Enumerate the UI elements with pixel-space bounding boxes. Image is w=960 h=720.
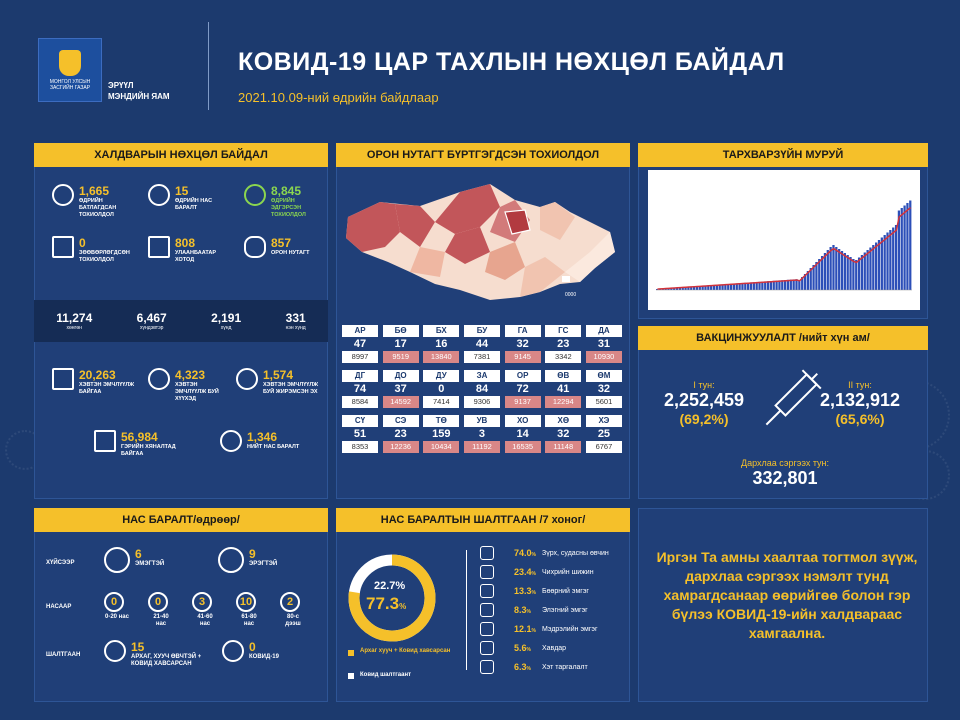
region-total: 12236 (383, 441, 419, 453)
legend-chronic-text: Архаг хууч + Ковид хавсарсан (360, 648, 451, 654)
person-icon (148, 184, 170, 206)
trend-bar (875, 243, 877, 291)
trend-bar (909, 201, 911, 291)
cause-unit: % (531, 571, 536, 577)
region-daily: 44 (475, 338, 489, 350)
trend-bar (849, 257, 851, 290)
airplane-icon (52, 236, 74, 258)
lungs-icon (52, 184, 74, 206)
severity-value: 331 (285, 311, 306, 325)
male-value: 9 (249, 547, 256, 561)
person-icon (220, 430, 242, 452)
region-total: 9145 (505, 351, 541, 363)
trend-bar (892, 228, 894, 291)
vaccine-dose2 (810, 380, 910, 427)
region-daily: 47 (353, 338, 367, 350)
cause-label: Мэдрэлийн эмгэг (542, 625, 598, 633)
city-icon (148, 236, 170, 258)
stat-recovered (244, 184, 315, 219)
dose1-percent: (69,2%) (679, 411, 729, 427)
age-range: 41-60 нас (197, 614, 213, 627)
chronic-value: 15 (131, 640, 145, 654)
deaths-panel-title: НАС БАРАЛТ/өдрөөр/ (34, 508, 328, 532)
cause-item (480, 660, 588, 674)
region-code: ДУ (423, 370, 459, 382)
region-total: 3342 (545, 351, 581, 363)
cause-unit: % (526, 609, 531, 615)
children-label: ХЭВТЭН ЭМЧЛҮҮЛЖ БУЙ ХҮҮХЭД (175, 382, 219, 402)
trend-bar (818, 259, 820, 290)
region-row-total (342, 441, 622, 453)
legend-covid-text: Ковид шалтгаант (360, 672, 412, 678)
donut-small-value (374, 580, 405, 592)
home-label: ГЭРИЙН ХЯНАЛТАД БАЙГАА (121, 444, 176, 457)
region-code: ГС (545, 325, 581, 337)
severity-value: 6,467 (136, 311, 167, 325)
region-table (342, 325, 622, 460)
header-divider (208, 22, 209, 110)
region-total: 5601 (586, 396, 622, 408)
trend-bar (903, 206, 905, 291)
trend-bar (827, 250, 829, 290)
cause-label: Хавдар (542, 644, 567, 652)
donut-legend-covid (348, 672, 411, 679)
severity-critical (286, 311, 306, 331)
region-daily: 32 (557, 428, 570, 440)
region-code: ГА (505, 325, 541, 337)
imported-label: ЗӨӨВӨРЛӨГДСӨН ТОХИОЛДОЛ (79, 250, 130, 263)
ulaanbaatar-value: 808 (175, 236, 196, 250)
trend-bar (821, 256, 823, 290)
region-code: БХ (423, 325, 459, 337)
cause-unit: % (531, 590, 536, 596)
region-row-daily (342, 337, 622, 351)
region-total: 9519 (383, 351, 419, 363)
page-title: КОВИД-19 ЦАР ТАХЛЫН НӨХЦӨЛ БАЙДАЛ (238, 48, 785, 76)
region-code: ДА (586, 325, 622, 337)
baby-icon (148, 368, 170, 390)
region-code: ДО (383, 370, 419, 382)
trend-bar (901, 208, 903, 290)
causes-panel-title: НАС БАРАЛТЫН ШАЛТГААН /7 хоног/ (336, 508, 630, 532)
cause-label: Чихрийн шижин (542, 568, 594, 576)
region-daily: 0 (438, 383, 445, 395)
pregnant-value: 1,574 (263, 368, 294, 382)
region-code: ТӨ (423, 415, 459, 427)
trend-bar (886, 233, 888, 291)
region-code: ХӨ (545, 415, 581, 427)
age-value: 3 (192, 592, 212, 612)
stat-total-deaths (220, 430, 303, 452)
map-panel-title: ОРОН НУТАГТ БҮРТГЭГДСЭН ТОХИОЛДОЛ (336, 143, 630, 167)
age-group (104, 592, 130, 628)
trend-bar (872, 245, 874, 290)
house-icon (94, 430, 116, 452)
donut-small-number: 22.7 (374, 580, 396, 592)
trend-bar (830, 247, 832, 290)
region-code: ХО (505, 415, 541, 427)
trend-bar (878, 240, 880, 290)
donut-legend-chronic (348, 648, 460, 656)
region-total: 14592 (383, 396, 419, 408)
cause-unit: % (531, 628, 536, 634)
region-daily: 84 (475, 383, 489, 395)
severity-label: хүндэвтэр (139, 325, 164, 331)
region-total: 7414 (423, 396, 459, 408)
deaths-value: 15 (175, 184, 189, 198)
age-group (192, 592, 218, 628)
region-row-code (342, 415, 622, 427)
confirmed-value: 1,665 (79, 184, 110, 198)
region-total: 6767 (586, 441, 622, 453)
brain-icon (480, 622, 494, 636)
public-message: Иргэн Та амны хаалтаа тогтмол зүүж, дархлаа сэргээх нэмэлт тунд хамрагдсанаар өөрийгөө болон гэр бүлээ КОВИД-19-ийн халдвараас хамгаална. (656, 549, 918, 641)
age-value: 0 (104, 592, 124, 612)
age-group (280, 592, 306, 628)
region-daily: 25 (597, 428, 611, 440)
map-legend-value: 0000 (565, 292, 577, 298)
drop-icon (480, 565, 494, 579)
region-row-total (342, 396, 622, 408)
cause-item (480, 546, 609, 560)
region-total: 9306 (464, 396, 500, 408)
stat-confirmed (52, 184, 131, 219)
region-block (342, 415, 622, 453)
region-code: ДГ (342, 370, 378, 382)
region-code: СҮ (342, 415, 378, 427)
virus-icon (222, 640, 244, 662)
cause-item (480, 603, 588, 617)
region-daily: 41 (557, 383, 570, 395)
cause-unit: % (531, 552, 536, 558)
region-code: ХЭ (586, 415, 622, 427)
donut-big-value (366, 594, 406, 614)
age-range: 0-20 нас (105, 614, 129, 620)
trend-bar (869, 248, 871, 291)
cause-value (514, 586, 542, 596)
age-group (236, 592, 262, 628)
cause-bracket (466, 550, 467, 670)
cause-number: 12.1 (514, 624, 532, 634)
ministry-name (108, 80, 170, 102)
obesity-icon (480, 660, 494, 674)
region-code: УВ (464, 415, 500, 427)
region-code: БӨ (383, 325, 419, 337)
region-row-daily (342, 382, 622, 396)
trend-bar (847, 255, 849, 290)
male-icon (218, 547, 244, 573)
cause-number: 23.4 (514, 567, 532, 577)
cause-value (514, 643, 542, 653)
stat-ulaanbaatar (148, 236, 231, 264)
age-value: 0 (148, 592, 168, 612)
cause-label: Элэгний эмгэг (542, 606, 588, 614)
deaths-male (218, 547, 277, 573)
dose2-percent: (65,6%) (835, 411, 885, 427)
severity-severe (211, 311, 241, 331)
deaths-chronic (104, 640, 211, 668)
region-total: 11192 (464, 441, 500, 453)
legend-swatch-white (348, 673, 354, 679)
imported-value: 0 (79, 236, 86, 250)
cause-item (480, 565, 594, 579)
region-daily: 23 (557, 338, 570, 350)
age-range: 21-40 нас (153, 614, 169, 627)
region-total: 12294 (545, 396, 581, 408)
age-value: 2 (280, 592, 300, 612)
map-legend (562, 276, 570, 282)
stat-children (148, 368, 225, 403)
cause-label: ШАЛТГААН (46, 652, 81, 658)
donut-small-unit: % (395, 580, 406, 592)
legend-swatch-yellow (348, 650, 354, 656)
donut-big-unit: % (399, 602, 407, 611)
trend-bar (889, 230, 891, 290)
region-row-daily (342, 427, 622, 441)
trend-bar (855, 260, 857, 290)
severity-label: хүнд (220, 325, 232, 331)
stat-hospital (52, 368, 135, 396)
trend-bar (864, 253, 866, 291)
age-range: 61-80 нас (241, 614, 257, 627)
report-date: 2021.10.09-ний өдрийн байдлаар (238, 90, 439, 105)
provinces-value: 857 (271, 236, 292, 250)
region-block (342, 370, 622, 408)
trend-bar (858, 258, 860, 291)
age-groups (104, 592, 306, 628)
stat-imported (52, 236, 135, 264)
liver-icon (480, 603, 494, 617)
mongolia-province-map (340, 172, 630, 312)
region-total: 11148 (545, 441, 581, 453)
cause-value (514, 662, 542, 672)
region-daily: 16 (435, 338, 448, 350)
dose1-label: I тун: (693, 380, 715, 390)
deaths-label: ӨДРИЙН НАС БАРАЛТ (175, 198, 213, 211)
region-row-total (342, 351, 622, 363)
female-icon (104, 547, 130, 573)
region-total: 8353 (342, 441, 378, 453)
cause-label: Хэт таргалалт (542, 663, 588, 671)
region-daily: 159 (432, 428, 451, 440)
region-total: 7381 (464, 351, 500, 363)
stat-provinces (244, 236, 315, 258)
region-daily: 74 (353, 383, 367, 395)
region-code: АР (342, 325, 378, 337)
severity-label: хөнгөн (66, 325, 82, 331)
vaccine-panel-title: ВАКЦИНЖУУЛАЛТ /нийт хүн ам/ (638, 326, 928, 350)
region-daily: 3 (478, 428, 486, 440)
dose2-value: 2,132,912 (819, 390, 901, 410)
ulaanbaatar-label: УЛААНБААТАР ХОТОД (175, 250, 217, 263)
region-daily: 23 (394, 428, 407, 440)
severity-value: 11,274 (56, 311, 93, 325)
trend-bar (798, 280, 800, 290)
trend-bar (838, 249, 840, 290)
chronic-label: АРХАГ, ХУУЧ ӨВЧТЭЙ + КОВИД ХАВСАРСАН (131, 654, 202, 667)
kidney-icon (480, 584, 494, 598)
trend-bar (852, 259, 854, 290)
ministry-line2: МЭНДИЙН ЯАМ (108, 92, 170, 101)
age-label: НАСААР (46, 604, 72, 610)
epidemic-curve-chart (648, 170, 920, 310)
cause-label: Зүрх, судасны өвчин (542, 549, 609, 557)
female-value: 6 (135, 547, 142, 561)
mongolia-map-icon (244, 236, 266, 258)
total-deaths-label: НИЙТ НАС БАРАЛТ (247, 444, 300, 450)
severity-label: нэн хүнд (285, 325, 306, 331)
region-total: 8584 (342, 396, 378, 408)
deaths-female (104, 547, 164, 573)
region-row-code (342, 370, 622, 382)
region-total: 16535 (505, 441, 541, 453)
region-daily: 37 (394, 383, 407, 395)
cause-value (514, 567, 542, 577)
hospital-value: 20,263 (79, 368, 116, 382)
severity-moderate (137, 311, 167, 331)
trend-bar (844, 253, 846, 290)
cause-value (514, 624, 542, 634)
infection-panel-title: ХАЛДВАРЫН НӨХЦӨЛ БАЙДАЛ (34, 143, 328, 167)
cause-item (480, 584, 589, 598)
ministry-line1: ЭРҮҮЛ (108, 81, 134, 90)
region-daily: 14 (516, 428, 529, 440)
cause-value (514, 605, 542, 615)
region-daily: 32 (597, 383, 611, 395)
region-total: 8997 (342, 351, 378, 363)
trend-bar (824, 253, 826, 290)
confirmed-label: ӨДРИЙН БАТЛАГДСАН ТОХИОЛДОЛ (79, 198, 117, 218)
region-total: 10930 (586, 351, 622, 363)
stat-home (94, 430, 177, 458)
dose1-value: 2,252,459 (663, 390, 745, 410)
severity-mild (56, 311, 92, 331)
severity-strip (34, 300, 328, 342)
soyombo-emblem-icon (59, 50, 81, 76)
cause-unit: % (526, 647, 531, 653)
heart-icon (480, 546, 494, 560)
recovered-value: 8,845 (271, 184, 302, 198)
sex-label: ХҮЙСЭЭР (46, 560, 75, 566)
cause-item (480, 622, 598, 636)
region-daily: 72 (516, 383, 529, 395)
stat-deaths (148, 184, 217, 212)
region-daily: 17 (394, 338, 407, 350)
deaths-covid (222, 640, 279, 662)
region-code: БУ (464, 325, 500, 337)
region-code: ӨВ (545, 370, 581, 382)
trend-bar (895, 225, 897, 290)
region-code: ӨМ (586, 370, 622, 382)
female-label: ЭМЭГТЭЙ (135, 561, 165, 567)
region-daily: 32 (516, 338, 529, 350)
cause-value (514, 548, 542, 558)
trend-bar (832, 245, 834, 290)
covid-only-label: КОВИД-19 (249, 654, 279, 660)
region-code: СЭ (383, 415, 419, 427)
age-value: 10 (236, 592, 256, 612)
trend-bar (906, 203, 908, 290)
trend-bar (835, 247, 837, 290)
hospital-label: ХЭВТЭН ЭМЧЛҮҮЛЖ БАЙГАА (79, 382, 135, 395)
dose2-label: II тун: (848, 380, 872, 390)
cause-unit: % (526, 666, 531, 672)
stat-pregnant (236, 368, 319, 396)
donut-big-number: 77.3 (366, 594, 400, 613)
trend-panel-title: ТАРХВАРЗҮЙН МУРУЙ (638, 143, 928, 167)
booster-label: Дархлаа сэргээх тун: (740, 458, 830, 468)
region-daily: 51 (353, 428, 367, 440)
children-value: 4,323 (175, 368, 206, 382)
tumor-icon (480, 641, 494, 655)
vaccine-dose1 (654, 380, 754, 427)
region-code: ЗА (464, 370, 500, 382)
recovered-label: ӨДРИЙН ЭДГЭРСЭН ТОХИОЛДОЛ (271, 198, 306, 218)
region-total: 13840 (423, 351, 459, 363)
region-total: 10434 (423, 441, 459, 453)
trend-bar (866, 250, 868, 290)
cause-number: 5.6 (514, 643, 527, 653)
trend-bar (884, 235, 886, 290)
region-code: ОР (505, 370, 541, 382)
recovered-person-icon (244, 184, 266, 206)
pregnant-icon (236, 368, 258, 390)
cause-number: 6.3 (514, 662, 527, 672)
trend-bar (861, 255, 863, 290)
severity-value: 2,191 (211, 311, 242, 325)
hospital-icon (52, 368, 74, 390)
region-daily: 31 (597, 338, 611, 350)
government-logo (38, 38, 102, 102)
region-total: 9137 (505, 396, 541, 408)
provinces-label: ОРОН НУТАГТ (271, 250, 310, 256)
trend-bar (881, 238, 883, 291)
total-deaths-value: 1,346 (247, 430, 278, 444)
cause-item (480, 641, 566, 655)
cause-number: 8.3 (514, 605, 527, 615)
region-block (342, 325, 622, 363)
age-group (148, 592, 174, 628)
heart-pulse-icon (104, 640, 126, 662)
logo-text: МОНГОЛ УЛСЫН ЗАСГИЙН ГАЗАР (49, 78, 91, 91)
vaccine-booster (720, 458, 850, 489)
pregnant-label: ХЭВТЭН ЭМЧЛҮҮЛЖ БУЙ ЖИРЭМСЭН ЭХ (263, 382, 319, 395)
cause-label: Бөөрний эмгэг (542, 587, 589, 595)
booster-value: 332,801 (752, 468, 818, 488)
home-value: 56,984 (121, 430, 158, 444)
cause-number: 74.0 (514, 548, 532, 558)
region-row-code (342, 325, 622, 337)
age-range: 80-с дээш (285, 614, 301, 627)
covid-only-value: 0 (249, 640, 256, 654)
male-label: ЭРЭГТЭЙ (249, 561, 278, 567)
cause-number: 13.3 (514, 586, 532, 596)
trend-bar (841, 251, 843, 290)
